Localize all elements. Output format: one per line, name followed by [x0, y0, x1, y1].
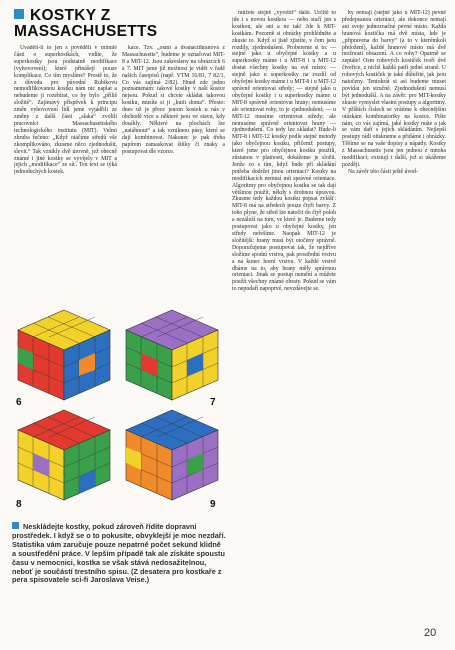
column-4-text: ky nemají (stejně jako u MIT-12) pevně předepsanou orientaci, ale dokonce nemají ani svoje jednoznačné pevné místo. Každá hranová kostička má dvě místa, kde je „připravena do barvy“ (a to v kterémkoli přeložení), každé hranové místo má dvě možnosti obsazení. A co rohy? Opatrně se zeptáte! Osm rohových kostiček tvoří dvě čtveřice, z nichž každá patří jedné straně. U rohových kostiček je také důležité, jak jsou natočeny. Tentokrát si asi budeme muset povídat jen stručně. Zjednodušení nemusí být jednodušší. A na závěr: pro MIT-kostky zkuste vymyslet vlastní postupy a algoritmy. V příštích číslech se vrátíme k obecnějším otázkám kombinatoriky na kostce. Pište nám, co vás zajímá, jaké kostky máte a jak se vám daří s jejich skládáním. Nejlepší postupy rádi otiskneme a přidáme i obrázky. Těšíme se na vaše dopisy a nápady. Kostky z Massachusetts jsou jen jednou z mnoha modifikací; existují i další, jež si ukážeme později. [342, 10, 446, 168]
text-column-2 [122, 45, 225, 303]
quote-caption [12, 522, 226, 585]
figure-8-cube [16, 410, 110, 510]
figure-7-cube [126, 310, 218, 408]
figure-6-label: 6 [16, 397, 22, 408]
figure-9-cube [126, 410, 218, 510]
column-2-text: kace. Tzv. „osmi a dvanáctihranová z Massachusetts“, budeme je označovat MIT-8 a MIT-12. Jsou zakresleny na obrázcích 6 a 7. MIT jsme již možnost je vidět v řadě našich časopisů (např. VTM 16/81, 7 82/1, Co vás zajímá 2/82). Hned zde jedno poznamenám: takové kostky v naší kostce nejsou. Pokud si chcete skládat takovou kostku, musíte si ji „kutit doma“. Přesto: dnes už je přece jenom kostek u nás v obchodě více a některé jsou ve stavu, kdy dosáhly. Některé na plochách lze „natáhnout“ a tak vzniknou pásy, které se dají kombinovat. Nakonec je pak třeba papírem zamaskovat štítky či znaky a postupovat dle vzorce. [122, 45, 225, 155]
text-column-3 [232, 10, 336, 590]
text-column-4 [342, 10, 446, 590]
column-1-text: Uváděli-li to jen s povědělí v minulé části o superkostkách, vidíte, že superkostky jsou podstatně modifikace (vyhovovení); které přinášejí pouze komplikace. Co tím myslíme? Prostě to, že z důvodu pro původní Rubikovu nemodifikovanou kostku nám nic naplat a nebudeme ji rozebírat, co by bylo „příliš složité“. Zajímavý příspěvek k principu změn vyhovovení lidí jsme vyjádřili ze změny z další části „slaká“ zvolili pracovníci Massachusettského technologického institutu (MIT). Velmi zhruba řečeno: „Když otáčíme středů vše zkomplikováno, zkusme něco zjednodušit, slevit.“ Tak vznikly dvě úrovně, jež obecně známé i jiné kostky se vyvíjely v MIT a jejich „modifikace“ ze síť. Ten text se týká jednoduchých kostek. [14, 45, 117, 176]
figure-6-cube [16, 310, 110, 408]
page-number: 20 [424, 627, 437, 639]
figure-9-label: 9 [210, 499, 216, 510]
cube-figures [10, 305, 226, 510]
column-4-end-text: Na závěr této části ještě úvod- [348, 168, 419, 175]
figure-8-label: 8 [16, 499, 22, 510]
caption-bullet-icon [12, 522, 19, 529]
article-title [14, 8, 164, 40]
title-text: KOSTKY Z MASSACHUSETTS [14, 7, 158, 40]
text-column-1 [14, 45, 117, 303]
figure-7-label: 7 [210, 397, 216, 408]
column-3-text: můžete stejně „vyrobit“ další. Určitě to jde i s novou kostkou — nebo stačí jen s kostkou, ale ani a ne tak! Jde k MIT-kostkám. Pozorně si obrázky prohlédněte a zkuste to. Když si jistě zjistíte, v čem jsou rozdíly, zjednodušení. Probereme si to: — stejné jako u obyčejné kostky a u superkostky máme i u MIT-8 i u MIT-12 dostat všechny kostky na své místo; — stejně jako u superkostky na rozdíl od obyčejné kostky máme i u MIT-8 i u MIT-12 správně orientovat středy; — stejně jako u obyčejné kostky i u superkostky máme u MIT-8 správně orientovat hrany; nemusíme ale orientovat rohy, to je zjednodušení; — u MIT-12 musíme orientovat středy; ale nemusíme správně orientovat hrany — zjednodušení. Co tedy lze skládat? Bude-li MIT-8 i MIT-12 kostky podle stejné metody jako obyčejnou kostku, přičemž postupy, které jsme pro obyčejnou kostku použili, zůstanou v platnosti, dokážeme je složit. Jenže co s tím, když bude při skládání potřeba dodržet jinou orientaci? Kostky na modifikacích nemusí mít správné orientace. Algoritmy pro obyčejnou kostku se tak dají většinou použít, někdy s drobnou úpravou. Zkusme tedy každou kostku popsat zvlášť: MIT-8 má na středech pouze čtyři barvy. Z toho plyne, že střed lze natočit do čtyř poloh a nezáleží na tom, ve které je. Budeme tedy postupovat jako u obyčejné kostky, jen středy neřešíme. Naopak MIT-12 je složitější: hrany musí být otočeny správně. Doporučujeme postupovat tak, že nejdříve složíme spodní vrstvu, pak prostřední vrstvu a na konec horní vrstvu. V každé vrstvě dbáme na to, aby hrany měly správnou orientaci. Jinak se postup nemění a můžete použít všechny známé obraty. Pokud se vám to nepodaří napoprvé, nevzdávejte se. [232, 10, 336, 293]
title-bullet-icon [14, 9, 24, 19]
caption-text: Neskládejte kostky, pokud zároveň řídíte dopravní prostředek. I když se o to pokusíte, obvyklejší je moc nezdaří. Statistika vám zaručuje pouze nepatrně počet sekund klidně a soustředění práce. V lepším případě tak ale získáte spoustu času v nemocnici, kostka se však stává nedosažitelnou, neboť je součástí trestního spisu. (Z desatera pro kostkaře z pera spisovatele sci-fi Jaroslava Veise.) [12, 522, 226, 585]
